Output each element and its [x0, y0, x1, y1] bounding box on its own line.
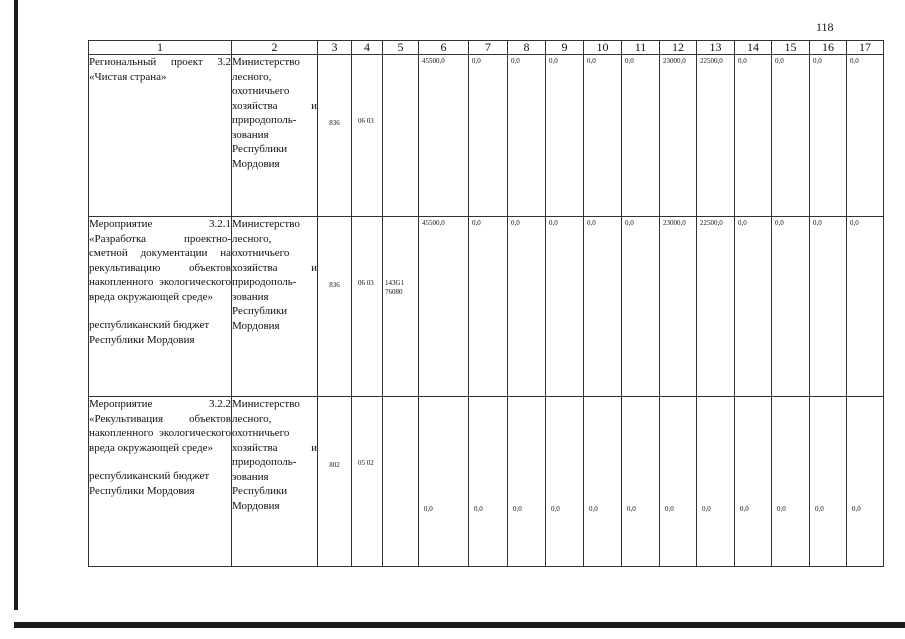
- header-cell: 13: [697, 41, 735, 55]
- row-grbs: 802: [318, 397, 352, 567]
- row-rzpr: 05 02: [352, 397, 383, 567]
- row-csr: [383, 55, 419, 217]
- row-value: 0,0: [772, 55, 810, 217]
- header-cell: 6: [419, 41, 469, 55]
- row-value: 0,0: [772, 397, 810, 567]
- row-rzpr: 06 03: [352, 55, 383, 217]
- row-value: 23000,0: [660, 217, 697, 397]
- row-value: 0,0: [660, 397, 697, 567]
- row-value: 0,0: [810, 55, 847, 217]
- row-value: 0,0: [584, 397, 622, 567]
- header-cell: 15: [772, 41, 810, 55]
- page-left-border: [14, 0, 18, 610]
- row-value: 0,0: [697, 397, 735, 567]
- row-title-text: Мероприятие 3.2.2 «Рекультивация объектов накопленного экологического вреда окружающей среде»: [89, 398, 231, 454]
- header-row: [89, 41, 884, 55]
- budget-table: [88, 40, 884, 567]
- row-value: 0,0: [419, 397, 469, 567]
- row-value: 0,0: [622, 397, 660, 567]
- header-cell: 11: [622, 41, 660, 55]
- row-csr: 143G1 76080: [383, 217, 419, 397]
- row-title-text: Мероприятие 3.2.1 «Разработка проектно-сметной документации на рекультивацию объектов накопленного экологического вреда окружающей среде»: [89, 218, 231, 303]
- row-value: 22500,0: [697, 55, 735, 217]
- row-value: 0,0: [584, 217, 622, 397]
- row-value: 0,0: [735, 55, 772, 217]
- table-row: [89, 397, 884, 567]
- header-cell: 16: [810, 41, 847, 55]
- row-value: 45500,0: [419, 217, 469, 397]
- header-cell: 17: [847, 41, 884, 55]
- page-bottom-border: [14, 622, 905, 628]
- header-cell: 3: [318, 41, 352, 55]
- header-cell: 12: [660, 41, 697, 55]
- row-executor: Министерство лесного, охотничьего хозяйства и природополь-зования Республики Мордовия: [232, 55, 318, 217]
- row-value: 0,0: [735, 217, 772, 397]
- row-value: 0,0: [622, 55, 660, 217]
- header-cell: 4: [352, 41, 383, 55]
- row-value: 0,0: [810, 217, 847, 397]
- row-grbs: 836: [318, 55, 352, 217]
- row-title: Региональный проект 3.2 «Чистая страна»: [89, 55, 232, 217]
- row-value: 0,0: [772, 217, 810, 397]
- header-cell: 14: [735, 41, 772, 55]
- header-cell: 1: [89, 41, 232, 55]
- header-cell: 5: [383, 41, 419, 55]
- row-value: 45500,0: [419, 55, 469, 217]
- row-title: [89, 397, 232, 567]
- page-number: 118: [816, 20, 834, 34]
- header-cell: 9: [546, 41, 584, 55]
- row-value: 0,0: [622, 217, 660, 397]
- header-cell: 7: [469, 41, 508, 55]
- row-value: 0,0: [508, 217, 546, 397]
- row-value: 22500,0: [697, 217, 735, 397]
- row-value: 0,0: [546, 55, 584, 217]
- row-value: 0,0: [508, 397, 546, 567]
- row-value: 0,0: [847, 217, 884, 397]
- row-csr: [383, 397, 419, 567]
- row-value: 0,0: [546, 397, 584, 567]
- row-value: 0,0: [469, 55, 508, 217]
- table-row: [89, 217, 884, 397]
- row-value: 0,0: [847, 397, 884, 567]
- row-value: 0,0: [469, 217, 508, 397]
- row-value: 0,0: [546, 217, 584, 397]
- row-executor: Министерство лесного, охотничьего хозяйства и природополь-зования Республики Мордовия: [232, 397, 318, 567]
- row-title: [89, 217, 232, 397]
- row-value: 0,0: [584, 55, 622, 217]
- row-rzpr: 06 03: [352, 217, 383, 397]
- row-budget: республиканский бюджет Республики Мордовия: [89, 470, 210, 497]
- row-value: 0,0: [810, 397, 847, 567]
- header-cell: 10: [584, 41, 622, 55]
- row-budget: республиканский бюджет Республики Мордовия: [89, 319, 210, 346]
- header-cell: 8: [508, 41, 546, 55]
- row-value: 23000,0: [660, 55, 697, 217]
- row-value: 0,0: [847, 55, 884, 217]
- row-value: 0,0: [508, 55, 546, 217]
- row-value: 0,0: [735, 397, 772, 567]
- header-cell: 2: [232, 41, 318, 55]
- row-value: 0,0: [469, 397, 508, 567]
- row-grbs: 836: [318, 217, 352, 397]
- table-row: [89, 55, 884, 217]
- row-executor: Министерство лесного, охотничьего хозяйства и природополь-зования Республики Мордовия: [232, 217, 318, 397]
